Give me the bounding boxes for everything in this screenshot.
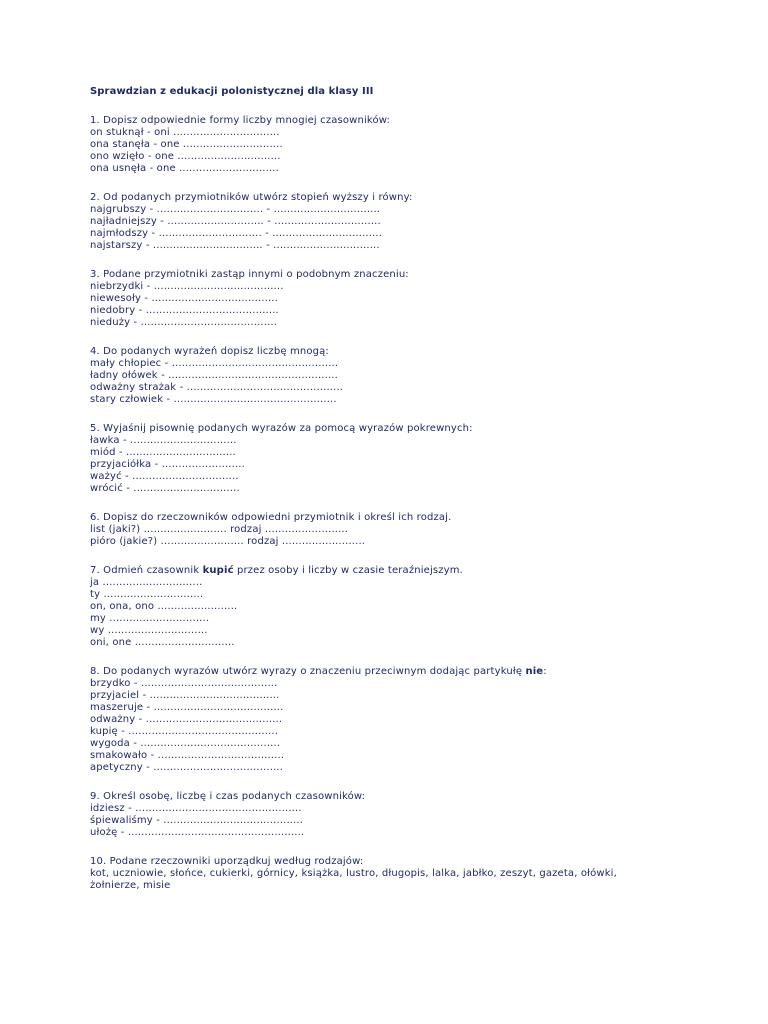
task-line: odważny strażak - ............................................... bbox=[90, 382, 344, 393]
task-heading bbox=[90, 565, 768, 577]
task-line: list (jaki?) ......................... rodzaj ......................... bbox=[90, 524, 349, 535]
heading-text: przez osoby i liczby w czasie teraźniejszym. bbox=[233, 565, 463, 576]
task-line: idziesz - .................................................. bbox=[90, 803, 302, 814]
task-5 bbox=[90, 423, 768, 495]
task-line: najgrubszy - ................................ - ................................ bbox=[90, 204, 381, 215]
task-1 bbox=[90, 115, 768, 175]
task-line: mały chłopiec - .................................................. bbox=[90, 358, 339, 369]
task-heading: 6. Dopisz do rzeczowników odpowiedni przymiotnik i określ ich rodzaj. bbox=[90, 512, 452, 523]
heading-text: 8. Do podanych wyrazów utwórz wyrazy o znaczeniu przeciwnym dodając partykułę bbox=[90, 666, 526, 677]
task-4 bbox=[90, 346, 768, 406]
task-heading bbox=[90, 666, 768, 678]
task-heading: 4. Do podanych wyrażeń dopisz liczbę mnogą: bbox=[90, 346, 329, 357]
heading-bold-word: kupić bbox=[202, 565, 234, 576]
task-line: ty .............................. bbox=[90, 589, 204, 600]
task-line: ławka - ................................ bbox=[90, 435, 237, 446]
task-2 bbox=[90, 192, 768, 252]
task-8 bbox=[90, 666, 768, 774]
task-line: najstarszy - ................................. - ................................ bbox=[90, 240, 380, 251]
task-7 bbox=[90, 565, 768, 649]
task-heading: 9. Określ osobę, liczbę i czas podanych czasowników: bbox=[90, 791, 366, 802]
task-line: wygoda - .......................................... bbox=[90, 738, 281, 749]
task-heading: 2. Od podanych przymiotników utwórz stopień wyższy i równy: bbox=[90, 192, 413, 203]
task-line: my .............................. bbox=[90, 613, 210, 624]
task-line: oni, one .............................. bbox=[90, 637, 235, 648]
task-3 bbox=[90, 269, 768, 329]
task-line: ona usnęła - one .............................. bbox=[90, 163, 279, 174]
task-line: najmłodszy - ............................... - ................................. bbox=[90, 228, 383, 239]
task-line: on stuknął - oni ................................ bbox=[90, 127, 280, 138]
task-line: ułożę - ..................................................... bbox=[90, 827, 305, 838]
task-heading: 5. Wyjaśnij pisownię podanych wyrazów za pomocą wyrazów pokrewnych: bbox=[90, 423, 473, 434]
heading-text: 7. Odmień czasownik bbox=[90, 565, 203, 576]
task-line: smakowało - ...................................... bbox=[90, 750, 285, 761]
task-line: wy .............................. bbox=[90, 625, 208, 636]
task-line: ważyć - ................................ bbox=[90, 471, 239, 482]
task-word-list: kot, uczniowie, słońce, cukierki, górnicy, książka, lustro, długopis, lalka, jabłko, zeszyt, gazeta, ołówki, żołnierze, misie bbox=[90, 868, 617, 891]
task-line: najładniejszy - ............................. - ................................ bbox=[90, 216, 381, 227]
task-line: ono wzięło - one ............................... bbox=[90, 151, 281, 162]
task-line: brzydko - ......................................... bbox=[90, 678, 278, 689]
task-line: stary człowiek - ................................................. bbox=[90, 394, 337, 405]
task-6 bbox=[90, 512, 768, 548]
task-line: ja .............................. bbox=[90, 577, 203, 588]
task-line: śpiewaliśmy - .......................................... bbox=[90, 815, 304, 826]
task-line: odważny - ......................................... bbox=[90, 714, 283, 725]
task-line: niedobry - ........................................ bbox=[90, 305, 279, 316]
task-line: ładny ołówek - ................................................... bbox=[90, 370, 338, 381]
task-line: niebrzydki - ....................................... bbox=[90, 281, 284, 292]
task-heading: 1. Dopisz odpowiednie formy liczby mnogiej czasowników: bbox=[90, 115, 391, 126]
document-title: Sprawdzian z edukacji polonistycznej dla klasy III bbox=[90, 86, 374, 97]
task-line: kupię - ............................................. bbox=[90, 726, 279, 737]
task-10 bbox=[90, 856, 768, 892]
task-line: przyjaciółka - ......................... bbox=[90, 459, 245, 470]
task-line: on, ona, ono ........................ bbox=[90, 601, 238, 612]
task-line: pióro (jakie?) ......................... rodzaj ......................... bbox=[90, 536, 366, 547]
task-line: nieduży - ......................................... bbox=[90, 317, 278, 328]
task-line: apetyczny - ....................................... bbox=[90, 762, 284, 773]
task-9 bbox=[90, 791, 768, 839]
task-line: wrócić - ................................ bbox=[90, 483, 240, 494]
task-line: niewesoły - ...................................... bbox=[90, 293, 278, 304]
task-line: maszeruje - ....................................... bbox=[90, 702, 284, 713]
heading-bold-word: nie bbox=[525, 666, 544, 677]
task-heading: 10. Podane rzeczowniki uporządkuj według rodzajów: bbox=[90, 856, 364, 867]
task-line: ona stanęła - one .............................. bbox=[90, 139, 283, 150]
task-heading: 3. Podane przymiotniki zastąp innymi o podobnym znaczeniu: bbox=[90, 269, 409, 280]
heading-text: : bbox=[543, 666, 547, 677]
task-line: przyjaciel - ....................................... bbox=[90, 690, 280, 701]
task-line: miód - ................................. bbox=[90, 447, 236, 458]
